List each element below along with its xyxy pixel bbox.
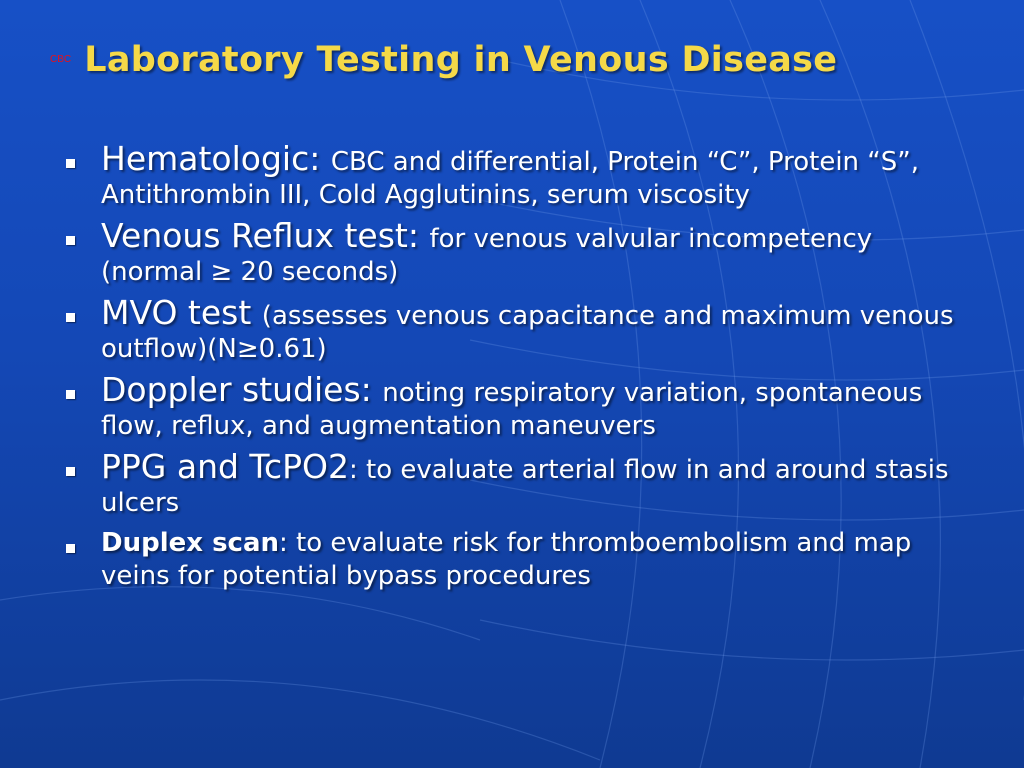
bullet-heading: Hematologic: xyxy=(101,139,331,178)
square-bullet-icon xyxy=(66,313,75,322)
bullet-item-mvo xyxy=(66,293,966,366)
title-tag: CBC xyxy=(50,54,72,65)
bullet-text: : to evaluate risk for thromboembolism and map veins for potential bypass procedures xyxy=(101,528,912,591)
bullet-heading: Venous Reflux test: xyxy=(101,216,430,255)
bullet-item-duplex xyxy=(66,527,966,593)
bullet-item-doppler xyxy=(66,370,966,443)
bullet-text: for venous valvular incompetency (normal ≥ 20 seconds) xyxy=(101,224,873,287)
square-bullet-icon xyxy=(66,159,75,168)
title-text: Laboratory Testing in Venous Disease xyxy=(84,40,838,80)
bullet-heading: Doppler studies: xyxy=(101,370,383,409)
bullet-item-hematologic xyxy=(66,139,966,212)
bullet-text: CBC and differential, Protein “C”, Protein “S”, Antithrombin III, Cold Agglutinins, serum viscosity xyxy=(101,147,920,210)
square-bullet-icon xyxy=(66,390,75,399)
bullet-text: (assesses venous capacitance and maximum venous outflow)(N≥0.61) xyxy=(101,301,954,364)
square-bullet-icon xyxy=(66,236,75,245)
bullet-list xyxy=(66,139,966,600)
bullet-text: : to evaluate arterial flow in and around stasis ulcers xyxy=(101,455,949,518)
square-bullet-icon xyxy=(66,467,75,476)
bullet-item-venous-reflux xyxy=(66,216,966,289)
bullet-heading: PPG and TcPO2 xyxy=(101,447,349,486)
square-bullet-icon xyxy=(66,544,75,553)
bullet-text: noting respiratory variation, spontaneous flow, reflux, and augmentation maneuvers xyxy=(101,378,923,441)
slide-title xyxy=(50,40,1010,90)
bullet-heading: Duplex scan xyxy=(101,528,280,558)
bullet-heading: MVO test xyxy=(101,293,262,332)
bullet-item-ppg xyxy=(66,447,966,520)
